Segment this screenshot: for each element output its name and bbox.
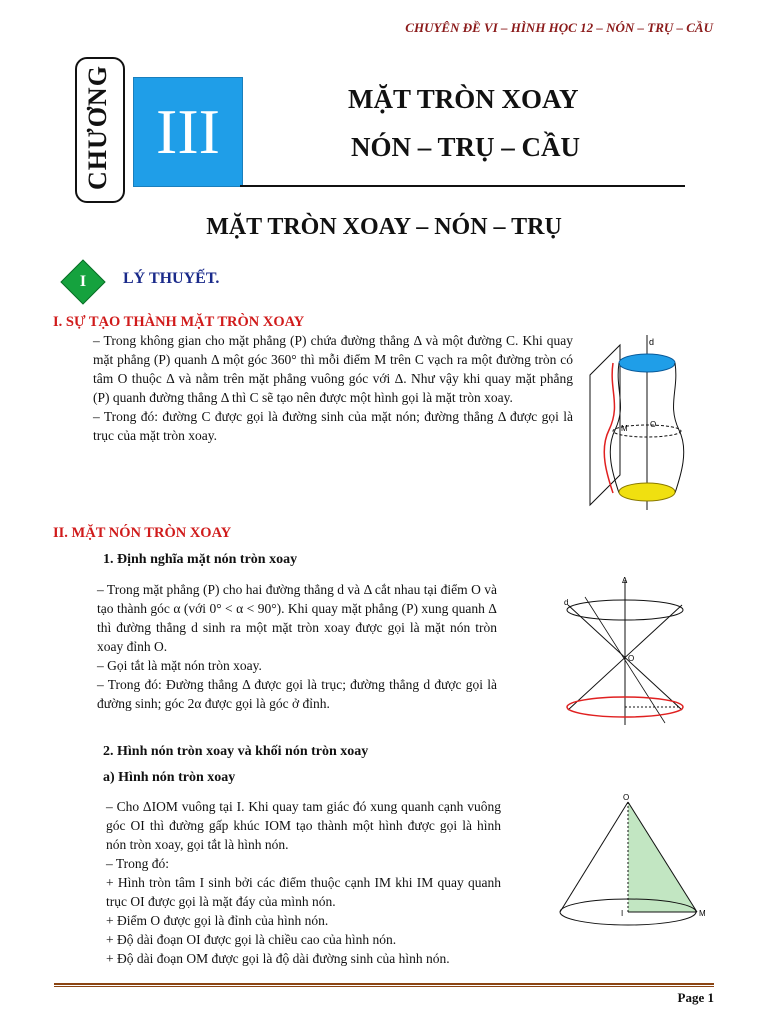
chapter-title-line1: MẶT TRÒN XOAY [348, 84, 579, 114]
solid-cone-figure [555, 790, 715, 930]
double-cone-figure [540, 575, 715, 730]
chapter-number-badge [133, 77, 243, 187]
solid-label-m: M [699, 909, 706, 918]
solid-label-i: I [621, 909, 624, 918]
chapter-number: III [156, 96, 220, 167]
part2-heading: II. MẶT NÓN TRÒN XOAY [53, 525, 232, 541]
solid-label-o: O [623, 793, 630, 802]
figure-label-d: d [649, 337, 655, 347]
vase-revolution-figure [585, 335, 695, 513]
part1-body [93, 331, 573, 445]
figure-label-o: O [650, 420, 657, 429]
cone-label-delta: Δ [622, 576, 628, 585]
footer-rule [54, 983, 714, 985]
cone-label-o: O [628, 654, 635, 663]
cone-left-edge [560, 802, 628, 912]
chapter-divider [240, 185, 685, 187]
footer-rule-thin [54, 986, 714, 987]
vase-base-ellipse [619, 483, 675, 501]
section-label: LÝ THUYẾT. [123, 270, 220, 287]
section-number: I [79, 273, 87, 290]
definition-paragraph: – Trong đó: Đường thẳng Δ được gọi là trục; đường thẳng d được gọi là đường sinh; góc 2α được gọi là góc ở đỉnh. [97, 677, 497, 711]
part1-paragraph: – Trong đó: đường C được gọi là đường sinh của mặt nón; đường thẳng Δ được gọi là trục của mặt tròn xoay. [93, 409, 573, 443]
definition-paragraph: – Gọi tắt là mặt nón tròn xoay. [97, 658, 262, 673]
subheading-cone-a: a) Hình nón tròn xoay [103, 770, 236, 785]
cone-paragraph: + Hình tròn tâm I sinh bởi các điểm thuộc cạnh IM khi IM quay quanh trục OI được gọi là mặt đáy của mình nón. [106, 875, 501, 909]
chapter-title-line2: NÓN – TRỤ – CẦU [351, 132, 581, 162]
page-number: Page 1 [677, 990, 714, 1005]
cone-label-d: d [564, 598, 569, 607]
cone-paragraph: – Trong đó: [106, 856, 170, 871]
cone-body [106, 797, 501, 968]
subheading-definition: 1. Định nghĩa mặt nón tròn xoay [103, 552, 298, 567]
cone-paragraph: – Cho ΔIOM vuông tại I. Khi quay tam giác đó xung quanh cạnh vuông góc OI thì đường gấp khúc IOM tạo thành một hình được gọi là hình nón tròn xoay, gọi tắt là hình nón. [106, 799, 501, 852]
cone-paragraph: + Độ dài đoạn OI được gọi là chiều cao của hình nón. [106, 932, 397, 947]
part1-paragraph: – Trong không gian cho mặt phẳng (P) chứa đường thẳng Δ và một đường C. Khi quay mặt phẳng (P) quanh Δ một góc 360° thì mỗi điểm M trên C vạch ra một đường tròn có tâm O thuộc Δ và nằm trên mặt phẳng vuông góc với Δ. Như vậy khi quay mặt phẳng (P) quanh đường thẳng Δ thì C sẽ tạo nên được một hình gọi là mặt tròn xoay. [93, 333, 573, 405]
part1-heading: I. SỰ TẠO THÀNH MẶT TRÒN XOAY [53, 314, 305, 330]
lesson-title: MẶT TRÒN XOAY – NÓN – TRỤ [206, 214, 562, 240]
subheading-cone: 2. Hình nón tròn xoay và khối nón tròn xoay [103, 744, 369, 759]
definition-body [97, 580, 497, 713]
cone-paragraph: + Độ dài đoạn OM được gọi là độ dài đường sinh của hình nón. [106, 951, 450, 966]
vase-top-ellipse [619, 354, 675, 372]
definition-paragraph: – Trong mặt phẳng (P) cho hai đường thẳng d và Δ cắt nhau tại điểm O và tạo thành góc α (với 0° < α < 90°). Khi quay mặt phẳng (P) xung quanh Δ thì đường thẳng d sinh ra một mặt tròn xoay được gọi là mặt nón tròn xoay đỉnh O. [97, 582, 497, 654]
cone-paragraph: + Điểm O được gọi là đỉnh của hình nón. [106, 913, 329, 928]
running-header: CHUYÊN ĐỀ VI – HÌNH HỌC 12 – NÓN – TRỤ – CẦU [405, 20, 713, 35]
chapter-word: CHƯƠNG [83, 65, 112, 191]
vase-right-profile [674, 363, 684, 493]
figure-label-m: M [621, 424, 628, 433]
